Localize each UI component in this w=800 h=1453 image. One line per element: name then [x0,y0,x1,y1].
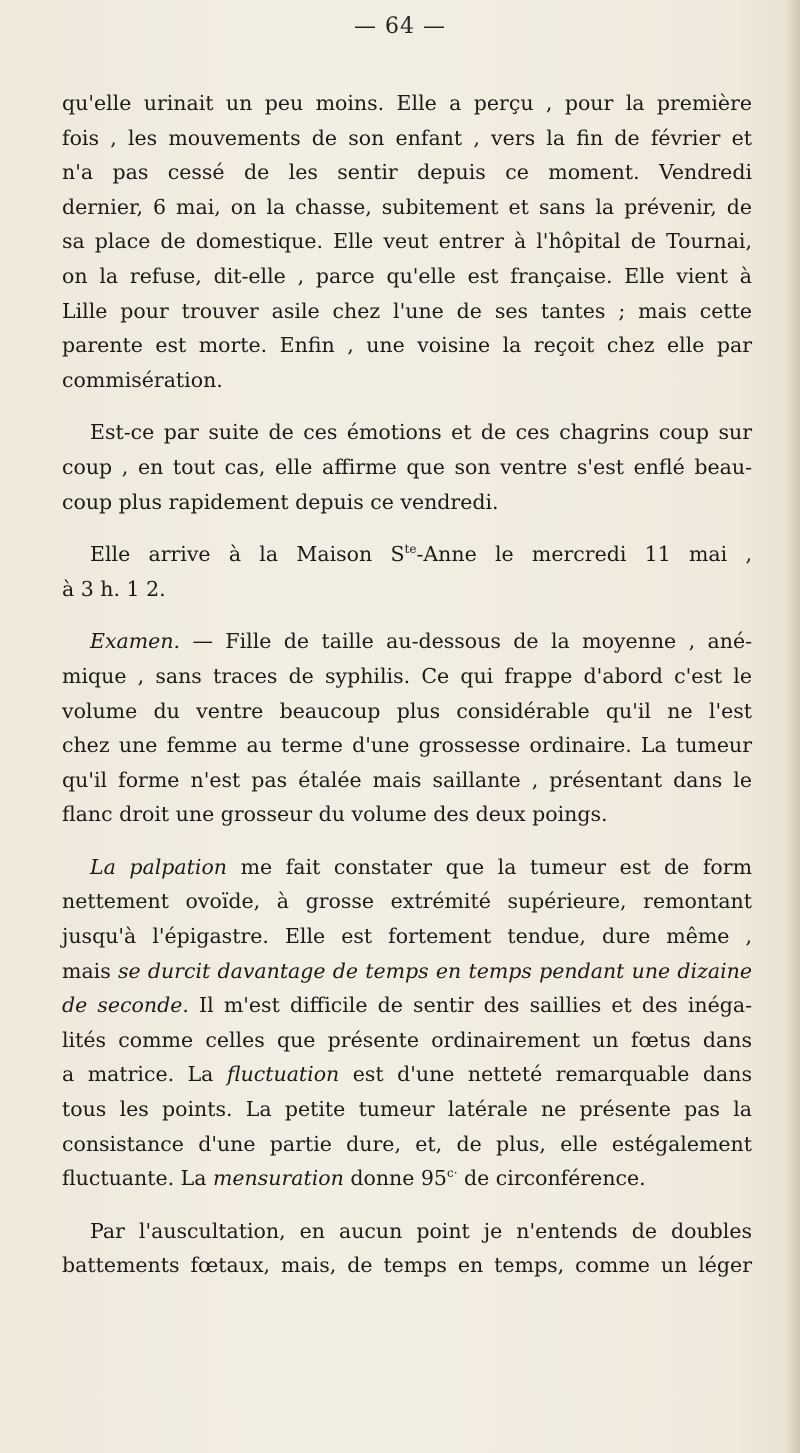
text-line: sa place de domestique. Elle veut entrer à l'hôpital de Tournai, [62,229,752,254]
text-fragment: fluctuante. La [62,1166,213,1191]
paragraph-1 [62,86,752,397]
text-line: lités comme celles que présente ordinairement un fœtus dans [62,1027,752,1052]
text-line: qu'il forme n'est pas étalée mais saillante , présentant dans le [62,767,752,792]
text-line [62,988,752,1023]
text-line: tous les points. La petite tumeur latérale ne présente pas la [62,1097,752,1122]
text-line [62,537,752,572]
text-line: mique , sans traces de syphilis. Ce qui frappe d'abord c'est le [62,663,752,688]
text-line: battements fœtaux, mais, de temps en temps, comme un léger [62,1253,752,1278]
italic-fragment: fluctuation [226,1062,340,1087]
paragraph-2 [62,415,752,519]
text-line: dernier, 6 mai, on la chasse, subitement et sans la prévenir, de [62,194,752,219]
text-fragment: Elle arrive à la Maison S [90,542,405,567]
section-heading-palpation: La palpation [90,854,227,879]
text-line: fois , les mouvements de son enfant , vers la fin de février et [62,125,752,150]
text-line: on la refuse, dit-elle , parce qu'elle est française. Elle vient à [62,263,752,288]
text-line: flanc droit une grosseur du volume des deux poings. [62,802,608,827]
text-line: Est-ce par suite de ces émotions et de ces chagrins coup sur [90,420,752,445]
text-line [62,1161,752,1196]
section-heading-examen: Examen. [90,629,181,654]
text-fragment: mais [62,958,118,983]
paragraph-6 [62,1214,752,1283]
text-line [62,954,752,989]
text-line: jusqu'à l'épigastre. Elle est fortement tendue, dure même , [62,924,752,949]
text-line: parente est morte. Enfin , une voisine la reçoit chez elle par [62,333,752,358]
paragraph-4 [62,624,752,832]
text-line: consistance d'une partie dure, et, de plus, elle estégalement [62,1131,752,1156]
text-fragment: est d'une netteté remarquable dans [339,1062,752,1087]
italic-fragment: de seconde. [62,993,189,1018]
text-line [62,850,752,885]
italic-fragment: se durcit davantage de temps en temps pendant une dizaine [117,958,752,983]
text-fragment: me fait constater que la tumeur est de form [227,854,753,879]
text-line: à 3 h. 1 2. [62,576,166,601]
text-fragment: -Anne le mercredi 11 mai , [416,542,752,567]
text-line: volume du ventre beaucoup plus considérable qu'il ne l'est [62,698,752,723]
paragraph-3 [62,537,752,606]
text-line: Lille pour trouver asile chez l'une de ses tantes ; mais cette [62,298,752,323]
text-fragment: donne 95 [343,1166,447,1191]
superscript: te [404,542,417,557]
page-number: — 64 — [354,14,446,39]
paragraph-5 [62,850,752,1196]
body-text [62,86,752,1283]
text-line [62,1057,752,1092]
text-fragment: Il m'est difficile de sentir des saillies et des inéga- [188,993,752,1018]
page-edge-shadow [786,0,800,1453]
text-line: n'a pas cessé de les sentir depuis ce moment. Vendredi [62,160,752,185]
text-fragment: de circonférence. [457,1166,646,1191]
text-line: chez une femme au terme d'une grossesse ordinaire. La tumeur [62,733,752,758]
superscript: c· [446,1166,458,1181]
text-line: qu'elle urinait un peu moins. Elle a perçu , pour la première [62,91,752,115]
text-fragment: — Fille de taille au-dessous de la moyenne , ané- [180,629,752,654]
text-line: coup , en tout cas, elle affirme que son ventre s'est enflé beau- [62,454,752,479]
text-line: Par l'auscultation, en aucun point je n'entends de doubles [90,1218,752,1243]
text-line: commisération. [62,367,223,392]
text-fragment: a matrice. La [62,1062,227,1087]
text-line: coup plus rapidement depuis ce vendredi. [62,489,499,514]
italic-fragment: mensuration [212,1166,344,1191]
text-line [62,624,752,659]
text-line: nettement ovoïde, à grosse extrémité supérieure, remontant [62,889,752,914]
